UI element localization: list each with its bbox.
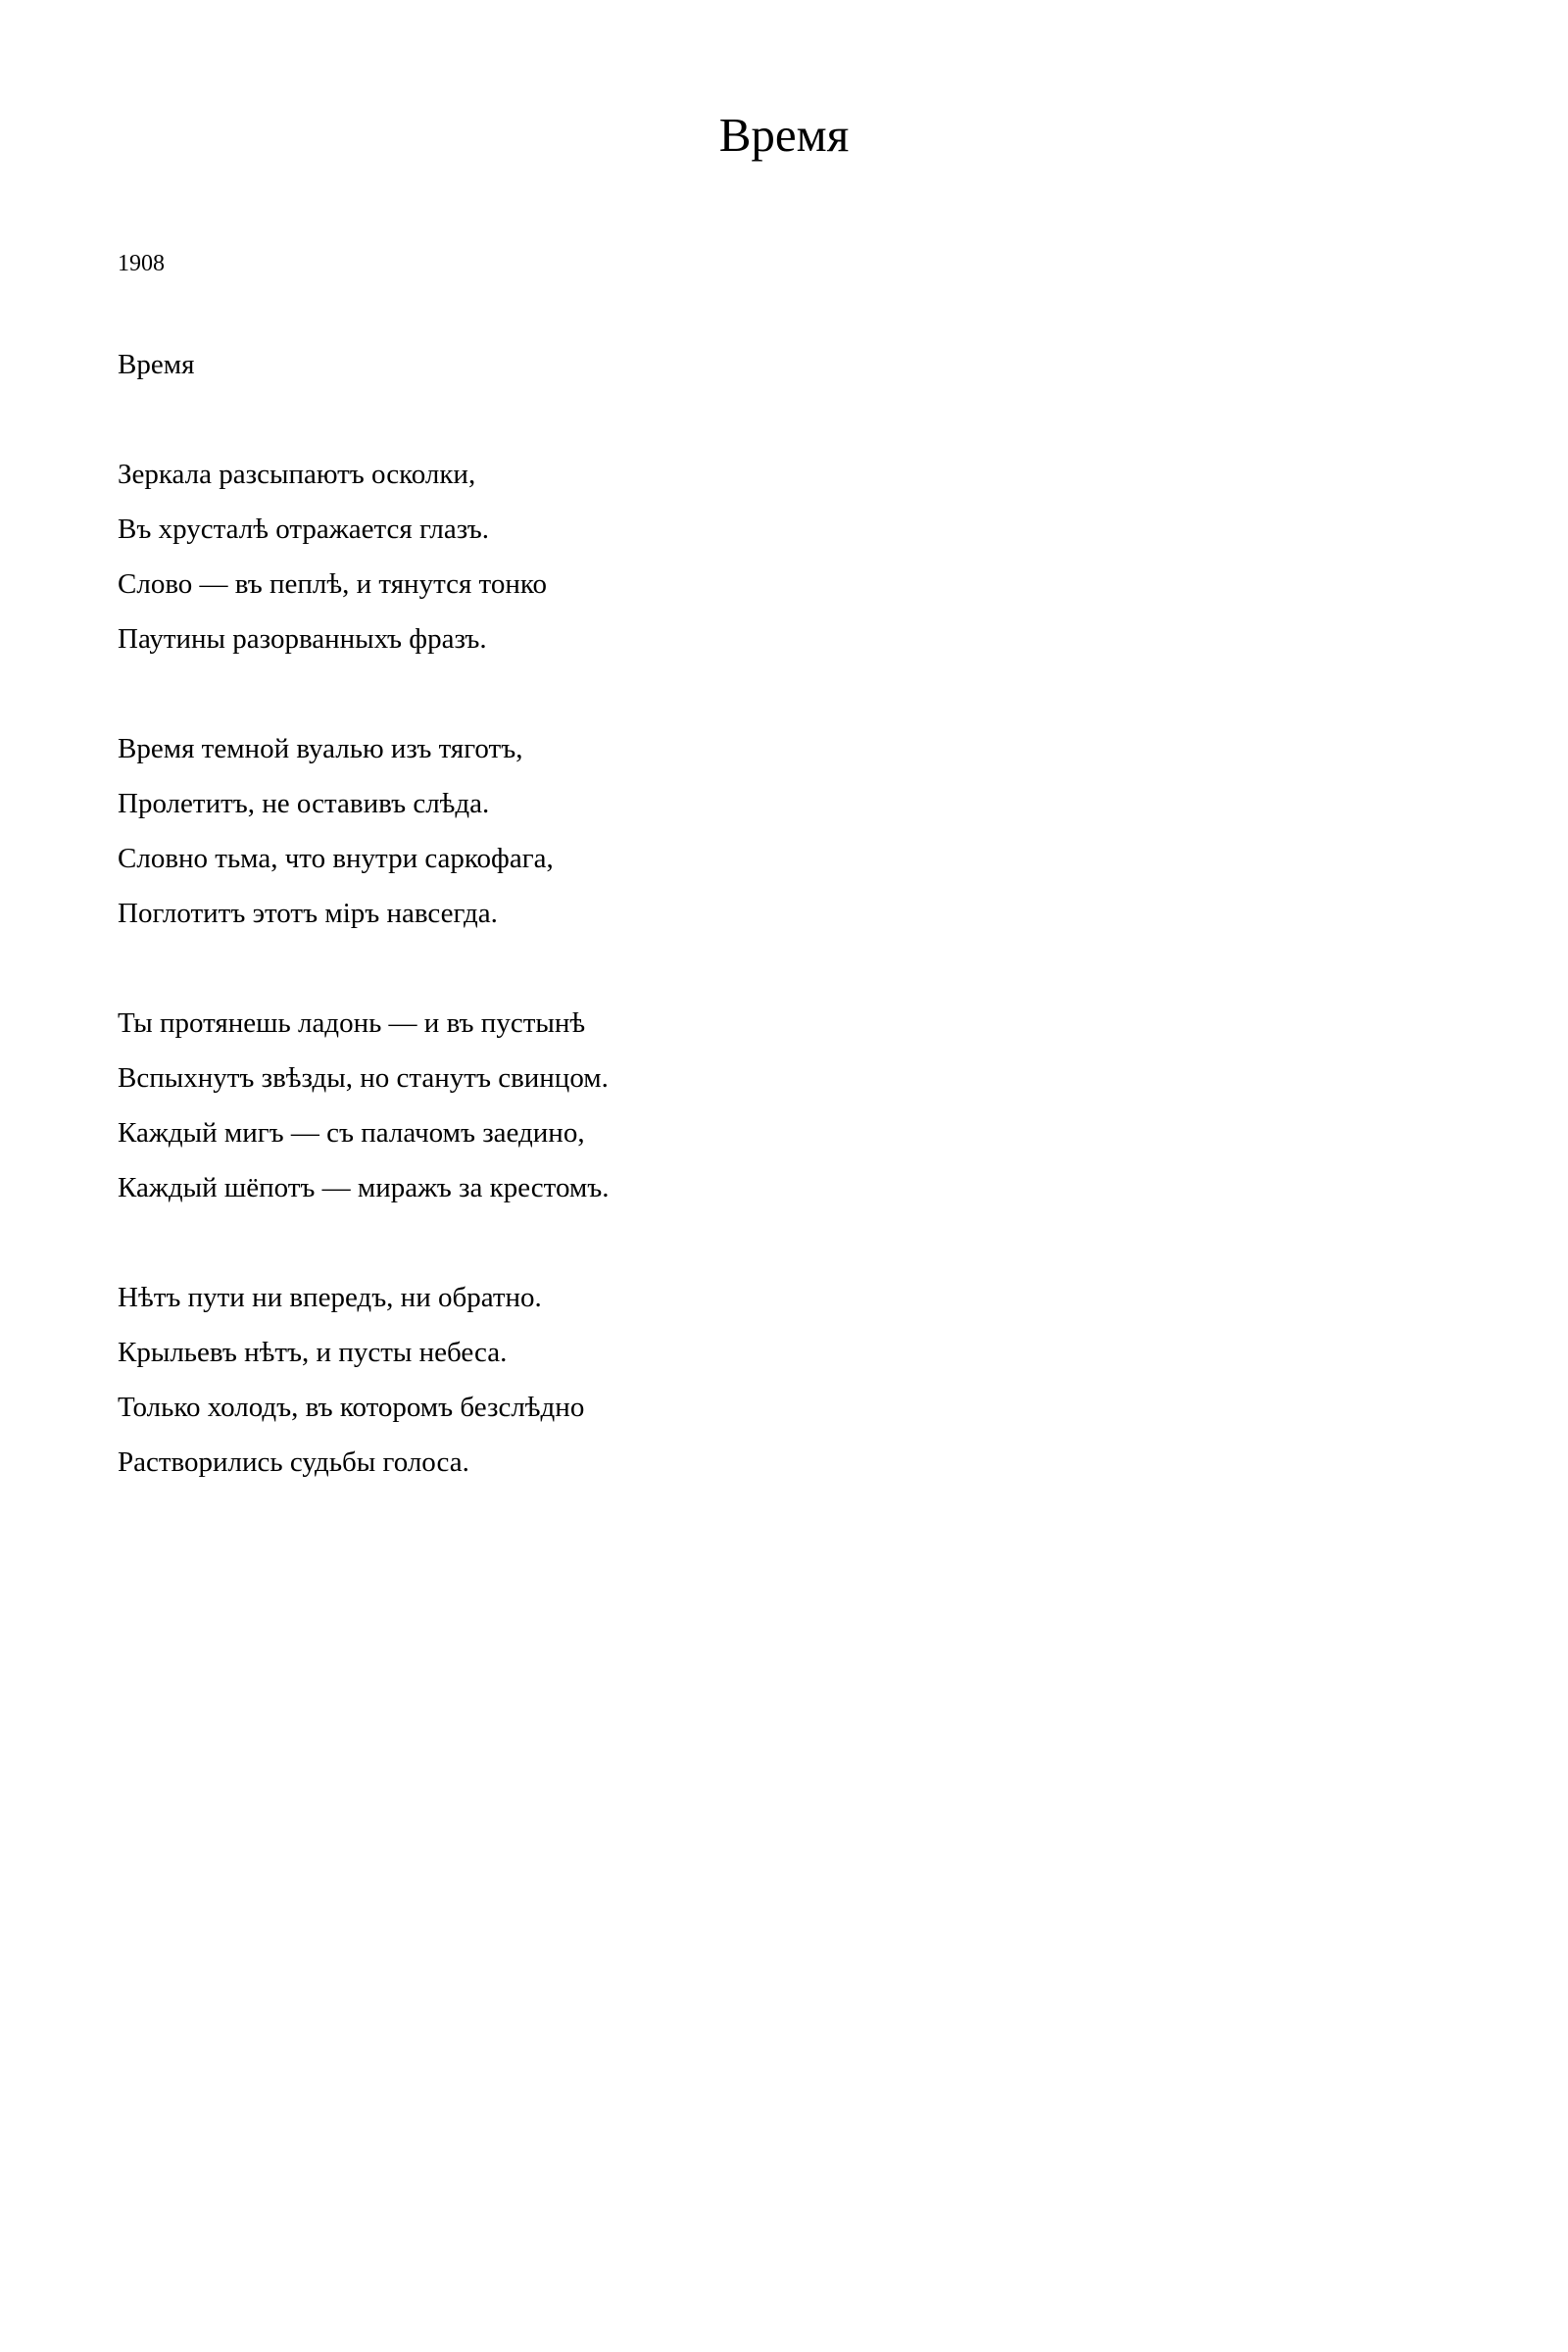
verse-line: Каждый шёпотъ — миражъ за крестомъ. <box>118 1172 610 1203</box>
stanza-4 <box>118 1270 610 1490</box>
stanza-3 <box>118 996 610 1215</box>
verse-line: Пролетитъ, не оставивъ слѣда. <box>118 788 490 819</box>
verse-line: Въ хрусталѣ отражается глазъ. <box>118 514 489 545</box>
verse-line: Слово — въ пеплѣ, и тянутся тонко <box>118 568 547 600</box>
poem <box>118 337 610 1544</box>
verse-line: Паутины разорванныхъ фразъ. <box>118 623 487 655</box>
verse-line: Словно тьма, что внутри саркофага, <box>118 843 554 874</box>
poem-title: Время <box>118 349 195 380</box>
verse-line: Поглотитъ этотъ міръ навсегда. <box>118 898 498 929</box>
verse-line: Время темной вуалью изъ тяготъ, <box>118 733 523 764</box>
verse-line: Каждый мигъ — съ палачомъ заедино, <box>118 1117 585 1149</box>
verse-line: Растворились судьбы голоса. <box>118 1446 469 1478</box>
verse-line: Только холодъ, въ которомъ безслѣдно <box>118 1392 585 1423</box>
page-title: Время <box>718 108 850 162</box>
verse-line: Зеркала разсыпаютъ осколки, <box>118 459 476 490</box>
verse-line: Нѣтъ пути ни впередъ, ни обратно. <box>118 1282 542 1313</box>
stanza-1 <box>118 447 610 666</box>
verse-line: Вспыхнутъ звѣзды, но станутъ свинцом. <box>118 1062 609 1094</box>
stanza-2 <box>118 721 610 941</box>
poem-date: 1908 <box>118 251 165 276</box>
verse-line: Ты протянешь ладонь — и въ пустынѣ <box>118 1007 586 1039</box>
verse-line: Крыльевъ нѣтъ, и пусты небеса. <box>118 1337 508 1368</box>
